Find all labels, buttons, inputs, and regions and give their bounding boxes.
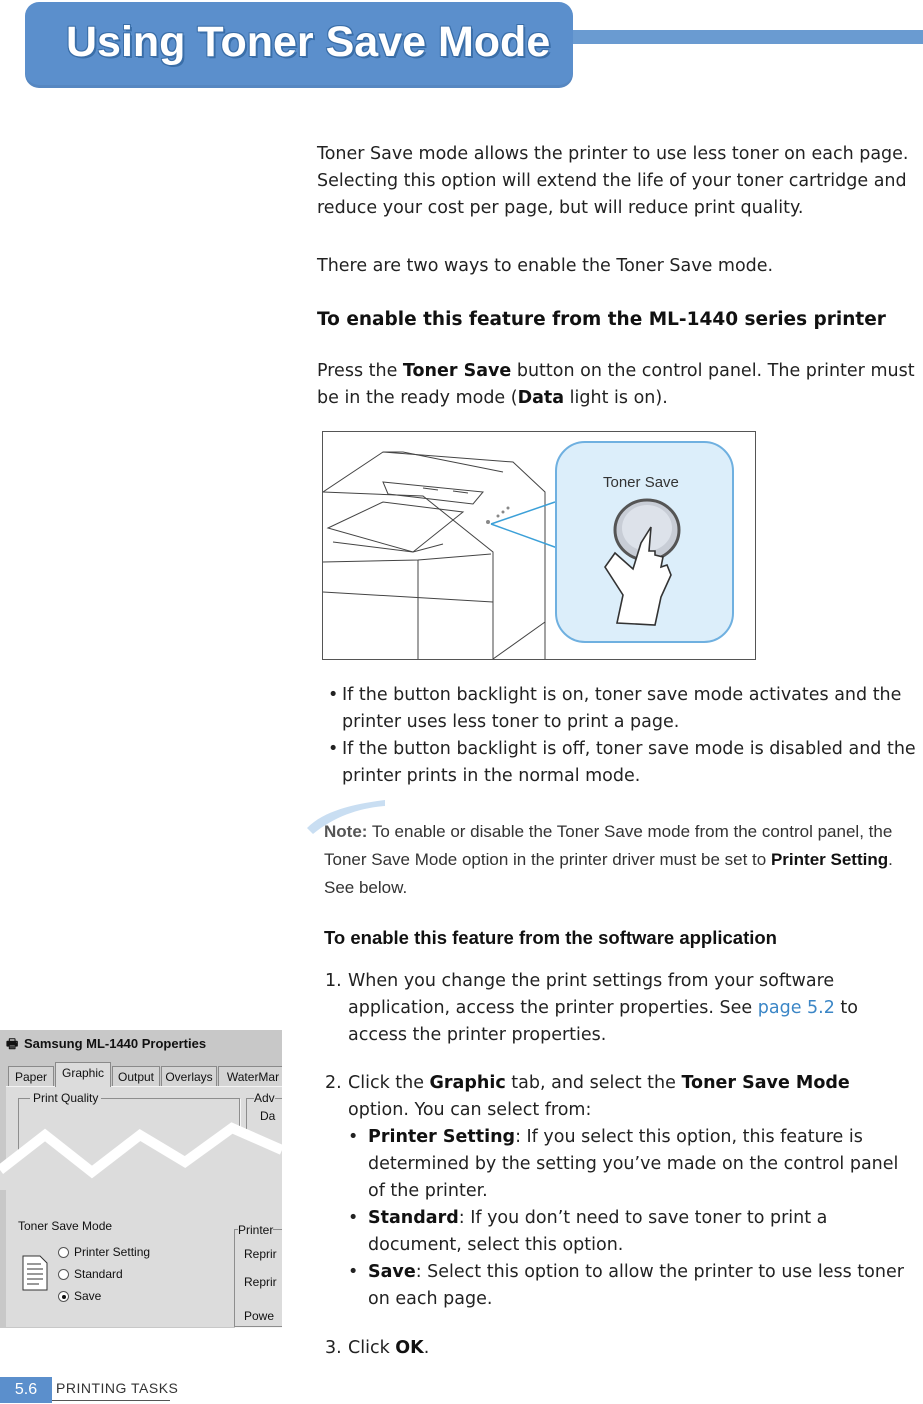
properties-dialog-screenshot	[0, 1030, 282, 1328]
tab-overlays[interactable]: Overlays	[161, 1066, 217, 1086]
right-item: Reprir	[244, 1247, 277, 1261]
radio-save[interactable]	[58, 1291, 69, 1302]
list-item: • Standard: If you don’t need to save toner to print a document, select this option.	[348, 1208, 828, 1255]
toner-save-button-icon	[575, 495, 715, 635]
da-label: Da	[260, 1109, 276, 1123]
radio-label: Standard	[74, 1267, 123, 1281]
printer-instruction: Press the Toner Save button on the control panel. The printer must be in the ready mode (Data light is on).	[317, 361, 915, 408]
print-quality-label: Print Quality	[30, 1091, 101, 1105]
list-item: • Save: Select this option to allow the printer to use less toner on each page.	[348, 1262, 904, 1309]
radio-label: Save	[74, 1289, 102, 1303]
radio-label: Printer Setting	[74, 1245, 151, 1259]
list-item: • Printer Setting: If you select this option, this feature is determined by the setting you’ve made on the control panel of the printer.	[348, 1127, 899, 1201]
section-name: PRINTING TASKS	[56, 1380, 179, 1396]
right-item: Reprir	[244, 1275, 277, 1289]
title-bar-extension	[560, 30, 923, 44]
printer-group-label: Printer	[238, 1223, 274, 1237]
section-heading-printer: To enable this feature from the ML-1440 series printer	[317, 309, 886, 330]
list-item: • If the button backlight is off, toner save mode is disabled and the printer prints in the normal mode.	[328, 739, 916, 786]
document-icon	[22, 1255, 48, 1291]
tab-watermark[interactable]: WaterMar	[218, 1066, 282, 1086]
tab-graphic[interactable]: Graphic	[55, 1062, 111, 1087]
step-2: Click the Graphic tab, and select the Toner Save Mode option. You can select from:	[348, 1073, 850, 1120]
step-number: 2.	[325, 1073, 342, 1093]
printer-icon: 🖶	[6, 1036, 19, 1051]
step-number: 1.	[325, 971, 342, 991]
section-heading-software: To enable this feature from the software application	[324, 927, 777, 948]
radio-standard[interactable]	[58, 1269, 69, 1280]
options-list	[348, 1124, 913, 1313]
dialog-title-bar: 🖶 Samsung ML-1440 Properties	[0, 1032, 282, 1056]
intro-paragraph: Toner Save mode allows the printer to use less toner on each page. Selecting this option will extend the life of your toner cartridge and reduce your cost per page, but will reduce print quality.	[317, 144, 909, 218]
backlight-bullets	[328, 682, 918, 790]
page-number: 5.6	[0, 1377, 52, 1403]
page-link[interactable]: page 5.2	[757, 998, 835, 1018]
step-3: Click OK.	[348, 1338, 430, 1358]
toner-save-button-label: Toner Save	[603, 474, 679, 491]
page-title: Using Toner Save Mode	[66, 18, 551, 66]
tab-output[interactable]: Output	[112, 1066, 160, 1086]
radio-printer-setting[interactable]	[58, 1247, 69, 1258]
note-box: Note: To enable or disable the Toner Save mode from the control panel, the Toner Save Mode option in the printer driver must be set to Printer Setting. See below.	[324, 822, 893, 897]
intro-paragraph-2: There are two ways to enable the Toner Save mode.	[317, 256, 774, 276]
toner-save-mode-label: Toner Save Mode	[18, 1219, 113, 1233]
footer-rule	[52, 1400, 170, 1401]
adv-label: Adv	[254, 1091, 275, 1105]
step-number: 3.	[325, 1338, 342, 1358]
list-item: • If the button backlight is on, toner save mode activates and the printer uses less toner to print a page.	[328, 685, 902, 732]
right-item: Powe	[244, 1309, 275, 1323]
torn-edge-decoration	[0, 1110, 282, 1190]
step-1: When you change the print settings from your software application, access the printer properties. See page 5.2 to access the printer properties.	[348, 971, 858, 1045]
tab-paper[interactable]: Paper	[8, 1066, 54, 1086]
